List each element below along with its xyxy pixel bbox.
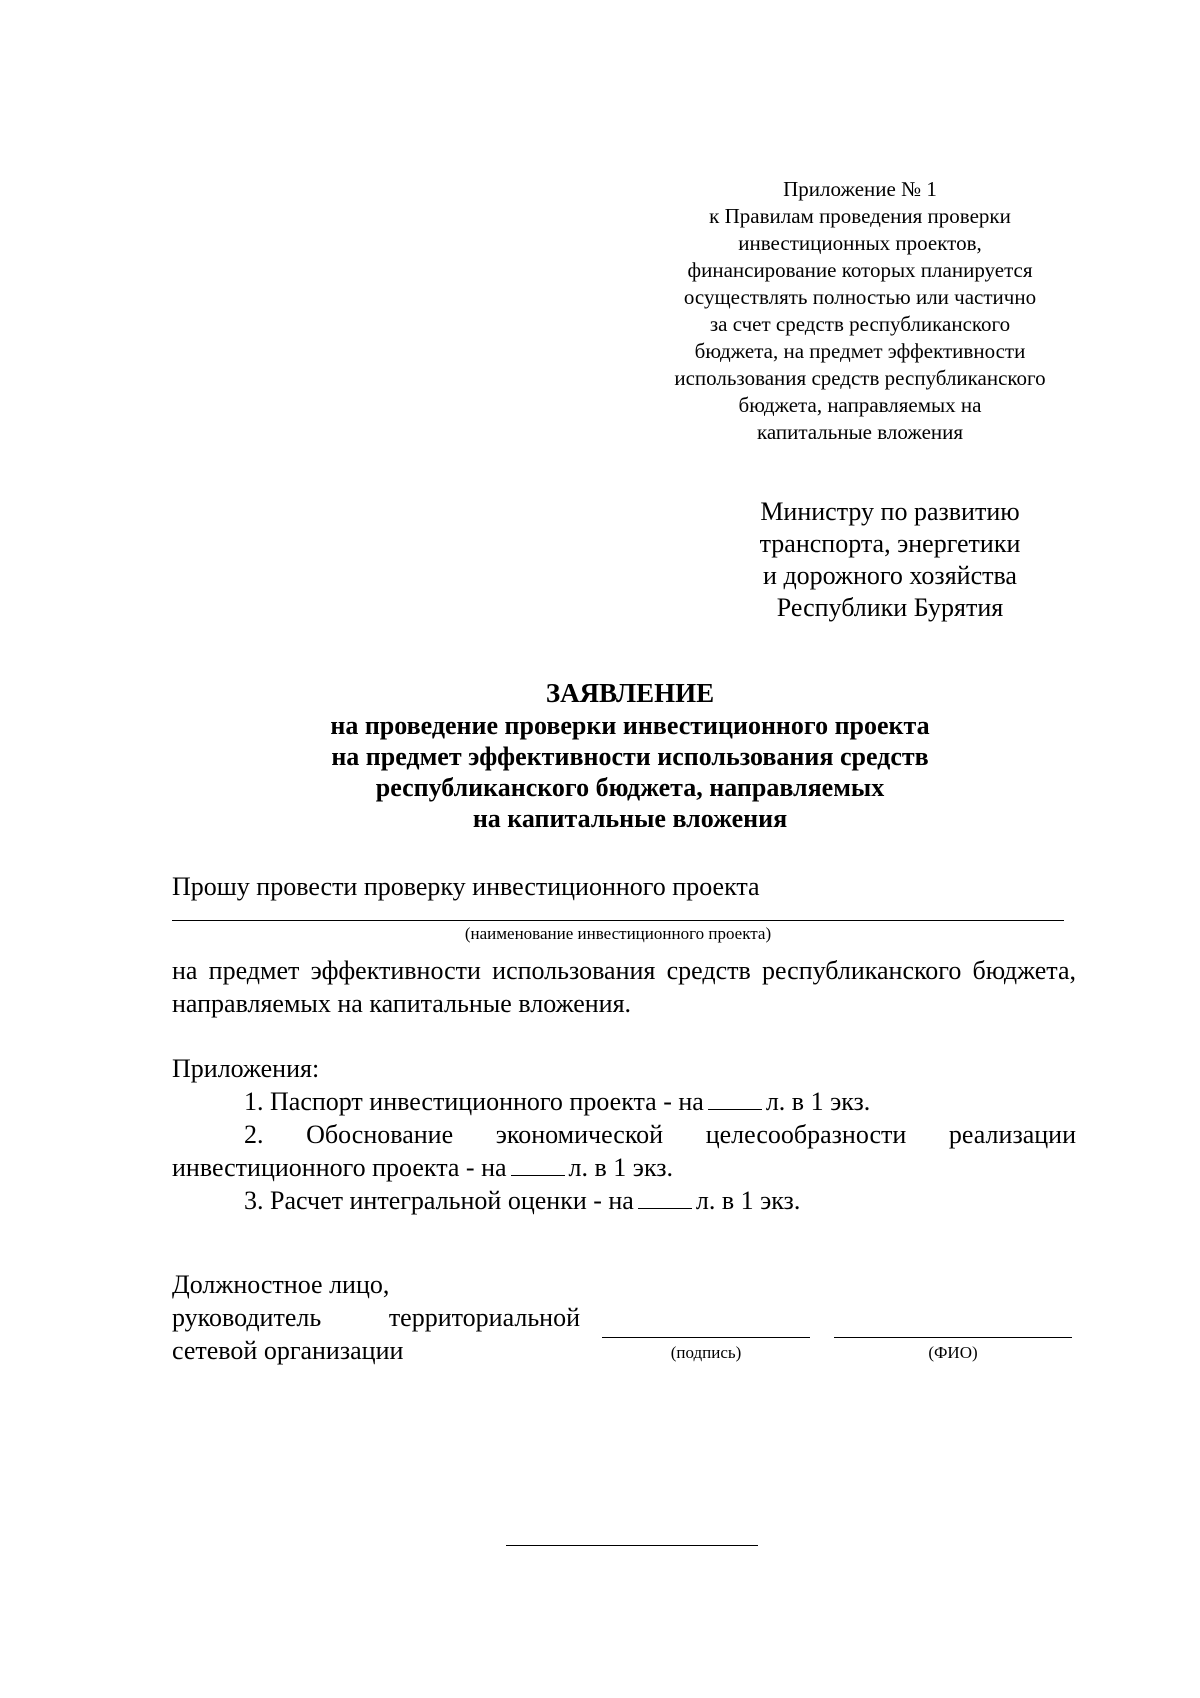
appendix-line: осуществлять полностью или частично <box>683 285 1037 309</box>
signature-caption: (подпись) <box>670 1343 742 1362</box>
attachment-item-justification <box>172 1118 1076 1184</box>
attachment-text: 1. Паспорт инвестиционного проекта - на <box>244 1087 704 1116</box>
attachment-item-integral-assessment <box>172 1184 1076 1217</box>
document-title-main: ЗАЯВЛЕНИЕ <box>545 678 715 708</box>
signer-line: руководитель территориальной <box>172 1303 580 1332</box>
attachment-item-passport <box>172 1085 1076 1118</box>
document-title-line: на проведение проверки инвестиционного проекта <box>330 711 930 740</box>
addressee-line: и дорожного хозяйства <box>763 561 1017 590</box>
attachment-suffix: л. в 1 экз. <box>765 1087 871 1116</box>
attachment-suffix: л. в 1 экз. <box>568 1153 674 1182</box>
appendix-line: к Правилам проведения проверки <box>709 204 1011 228</box>
appendix-line: Приложение № 1 <box>783 177 937 201</box>
appendix-line: использования средств республиканского <box>674 366 1046 390</box>
addressee-line: транспорта, энергетики <box>759 529 1021 558</box>
appendix-line: инвестиционных проектов, <box>738 231 982 255</box>
footer-divider <box>506 1545 758 1546</box>
appendix-reference <box>640 176 1080 446</box>
project-name-field[interactable] <box>172 920 1064 921</box>
document-title-line: республиканского бюджета, направляемых <box>375 773 885 802</box>
appendix-line: финансирование которых планируется <box>687 258 1033 282</box>
full-name-caption: (ФИО) <box>928 1343 978 1362</box>
document-title <box>170 678 1090 834</box>
appendix-line: бюджета, на предмет эффективности <box>694 339 1026 363</box>
attachment-text: 3. Расчет интегральной оценки - на <box>244 1186 634 1215</box>
sheet-count-field[interactable] <box>708 1087 762 1110</box>
project-name-caption: (наименование инвестиционного проекта) <box>464 924 772 943</box>
request-text: Прошу провести проверку инвестиционного проекта <box>172 872 760 901</box>
purpose-text: на предмет эффективности использования средств республиканского бюджета, направляемых на капитальные вложения. <box>172 956 1076 1018</box>
signer-line: Должностное лицо, <box>172 1270 390 1299</box>
addressee-line: Республики Бурятия <box>776 593 1004 622</box>
document-title-line: на предмет эффективности использования средств <box>331 742 929 771</box>
sheet-count-field[interactable] <box>638 1186 692 1209</box>
appendix-line: капитальные вложения <box>756 420 964 444</box>
attachments-heading: Приложения: <box>172 1054 320 1083</box>
sheet-count-field[interactable] <box>511 1153 565 1176</box>
signer-line: сетевой организации <box>172 1336 404 1365</box>
document-title-line: на капитальные вложения <box>472 804 788 833</box>
full-name-field[interactable] <box>834 1337 1072 1338</box>
signature-field[interactable] <box>602 1337 810 1338</box>
attachment-text: 2. Обоснование экономической целесообразности реализации инвестиционного проекта - на <box>172 1120 1076 1182</box>
addressee-block <box>740 496 1040 624</box>
attachment-suffix: л. в 1 экз. <box>695 1186 801 1215</box>
signer-block <box>172 1268 592 1367</box>
addressee-line: Министру по развитию <box>760 497 1020 526</box>
appendix-line: бюджета, направляемых на <box>738 393 982 417</box>
appendix-line: за счет средств республиканского <box>709 312 1011 336</box>
